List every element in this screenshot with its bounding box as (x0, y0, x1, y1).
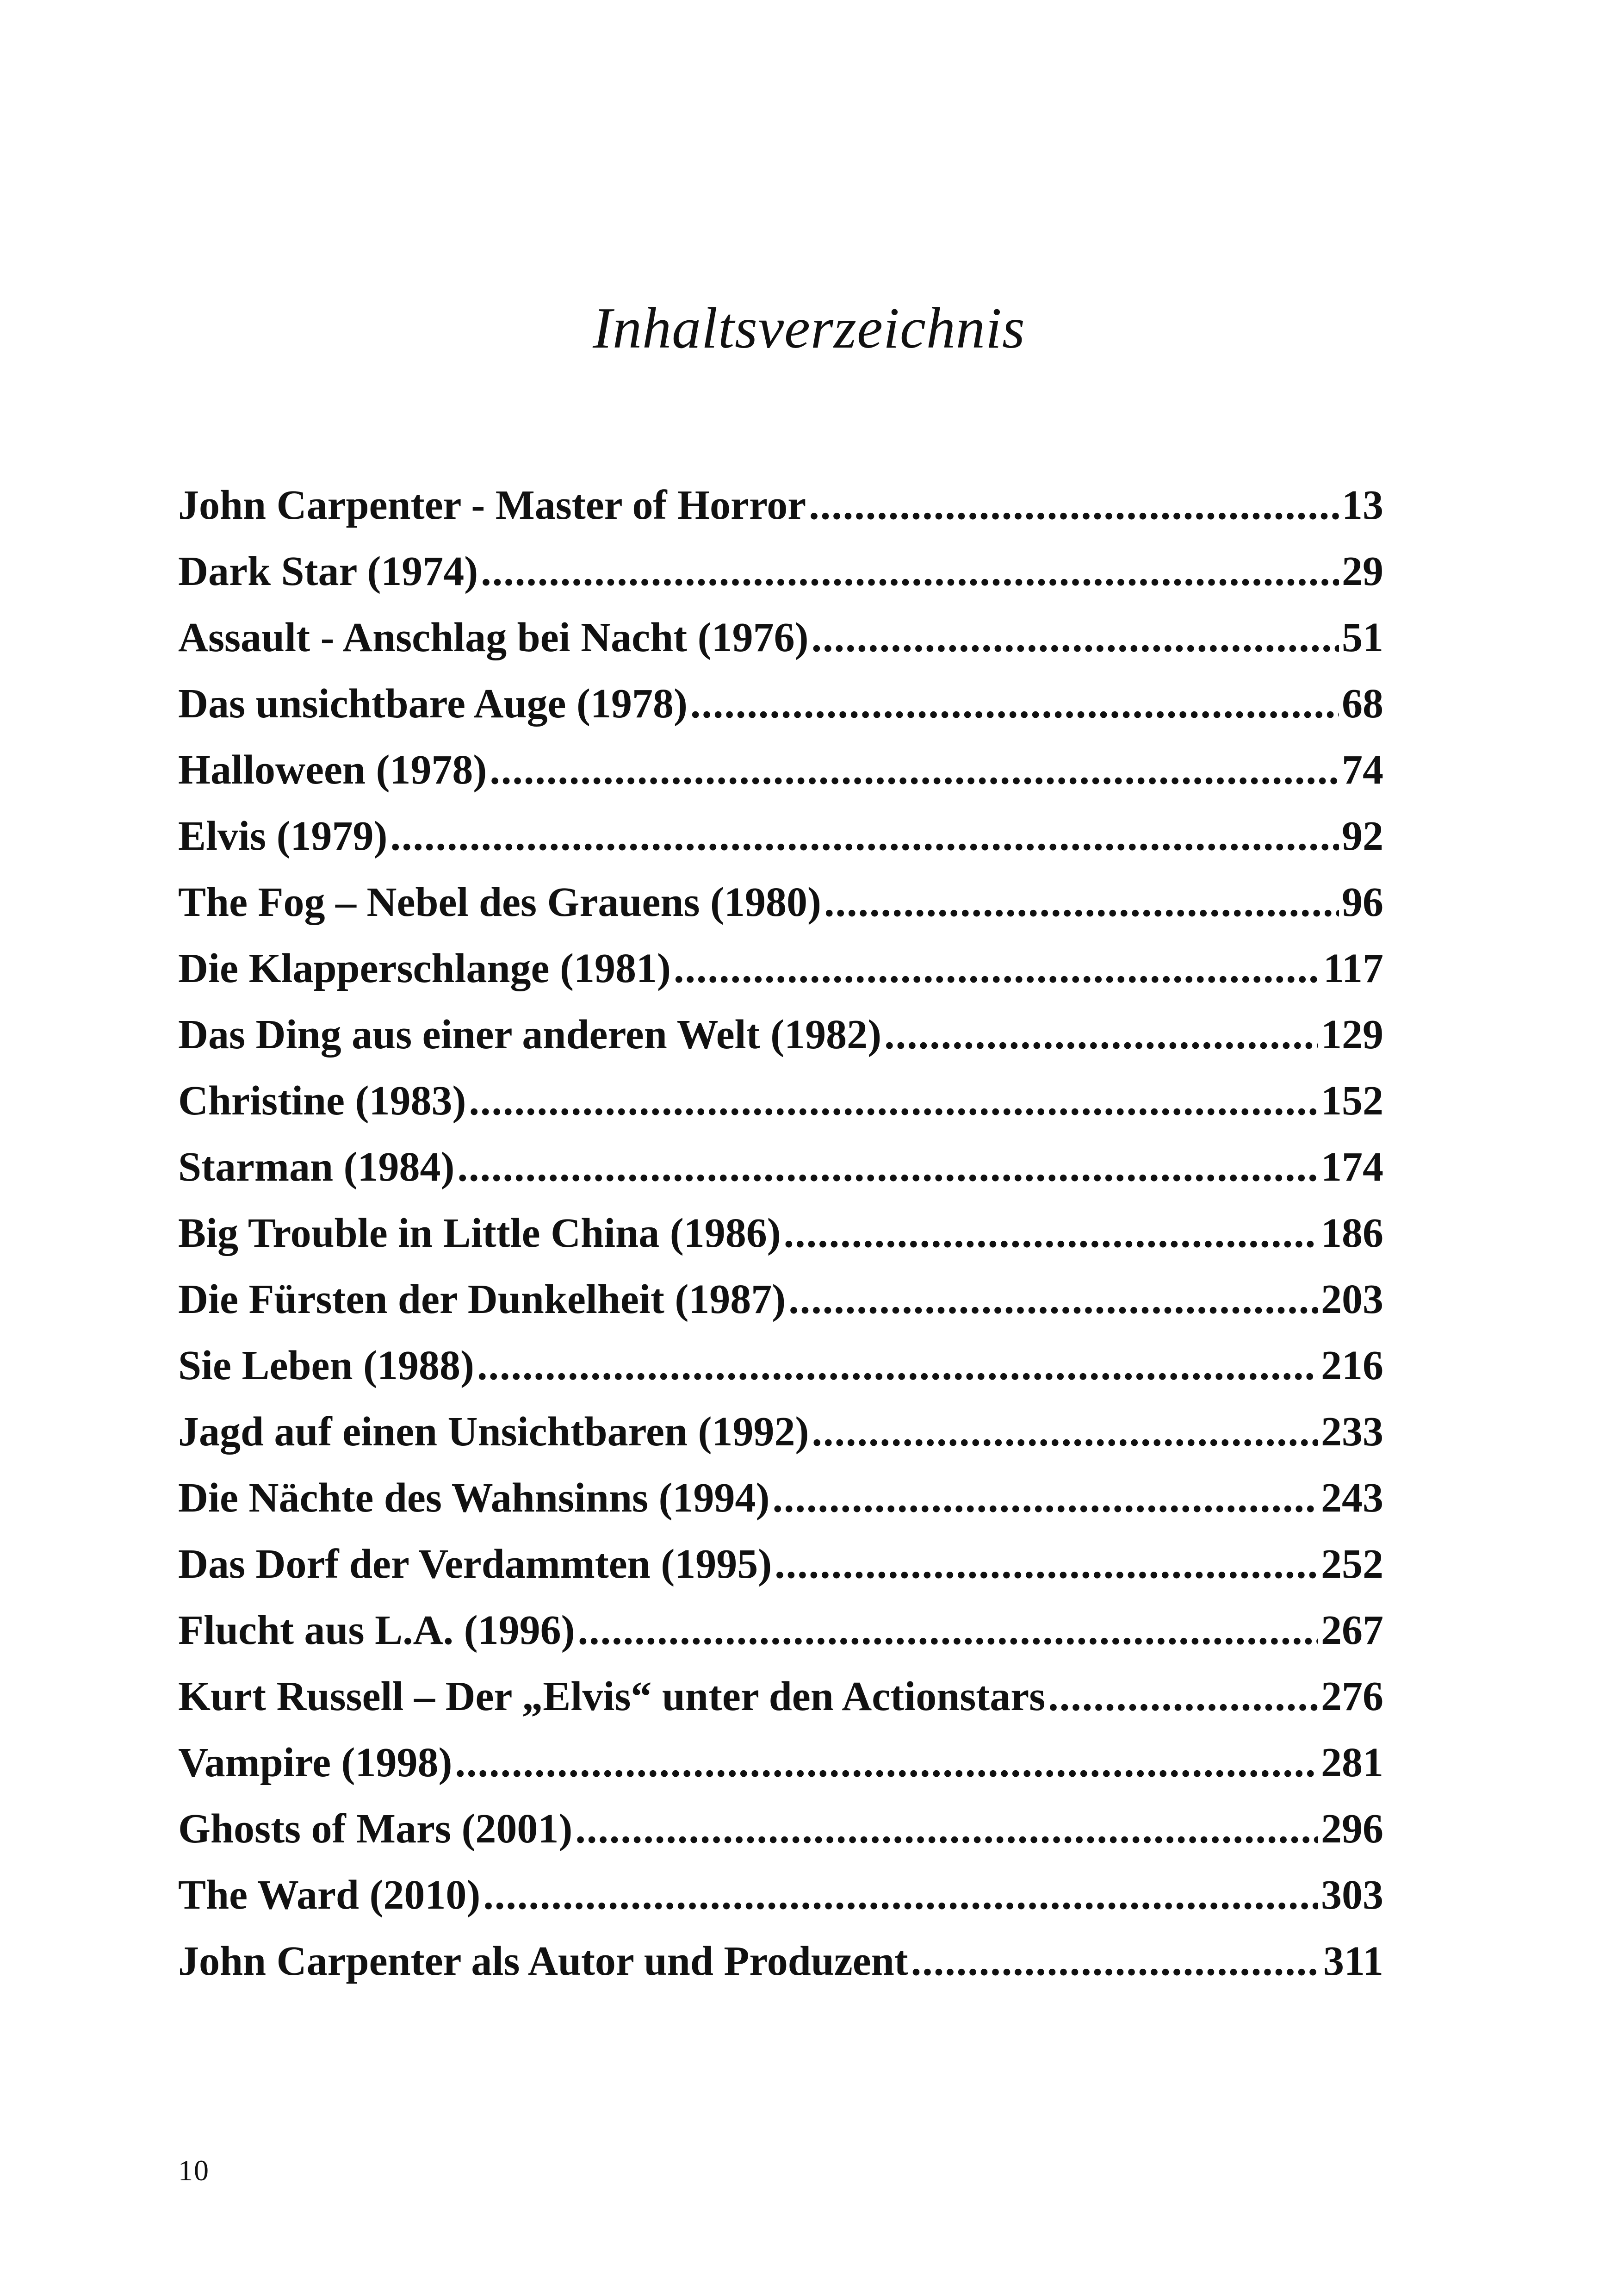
toc-entry-page: 117 (1323, 946, 1383, 991)
toc-entry-page: 152 (1321, 1078, 1383, 1124)
toc-entry-title: Das Ding aus einer anderen Welt (1982) (178, 1012, 882, 1058)
dot-leader (455, 1730, 1318, 1796)
toc-entry-page: 74 (1342, 747, 1383, 793)
toc-entry-page: 303 (1321, 1872, 1383, 1918)
toc-entry (178, 1068, 1383, 1134)
toc-entry (178, 1862, 1383, 1928)
dot-leader (674, 935, 1320, 1002)
toc-entry-title: Vampire (1998) (178, 1740, 453, 1786)
toc-entry (178, 1332, 1383, 1399)
toc-entry (178, 1399, 1383, 1465)
dot-leader (784, 1200, 1318, 1266)
dot-leader (775, 1531, 1318, 1597)
table-of-contents (178, 472, 1383, 1994)
toc-entry (178, 1002, 1383, 1068)
toc-entry-page: 281 (1321, 1740, 1383, 1786)
dot-leader (481, 538, 1339, 604)
toc-entry-title: Elvis (1979) (178, 813, 388, 859)
toc-entry-page: 276 (1321, 1674, 1383, 1719)
page-number: 10 (178, 2154, 210, 2187)
toc-entry-page: 51 (1342, 615, 1383, 660)
toc-entry-title: John Carpenter als Autor und Produzent (178, 1938, 908, 1984)
page-title: Inhaltsverzeichnis (593, 296, 1025, 361)
toc-entry (178, 538, 1383, 604)
toc-entry (178, 1200, 1383, 1266)
toc-entry-page: 13 (1342, 482, 1383, 528)
toc-entry-page: 233 (1321, 1409, 1383, 1455)
toc-entry-title: Christine (1983) (178, 1078, 466, 1124)
dot-leader (824, 869, 1339, 935)
dot-leader (884, 1002, 1318, 1068)
toc-entry (178, 1663, 1383, 1730)
toc-entry-page: 96 (1342, 879, 1383, 925)
toc-entry (178, 1465, 1383, 1531)
toc-entry-title: Kurt Russell – Der „Elvis“ unter den Actionstars (178, 1674, 1046, 1719)
toc-entry-title: The Ward (2010) (178, 1872, 481, 1918)
toc-entry-title: Das Dorf der Verdammten (1995) (178, 1541, 772, 1587)
toc-entry-title: Die Klapperschlange (1981) (178, 946, 671, 991)
toc-entry (178, 1796, 1383, 1862)
toc-entry-title: Ghosts of Mars (2001) (178, 1806, 573, 1852)
toc-entry (178, 1134, 1383, 1200)
toc-entry-title: The Fog – Nebel des Grauens (1980) (178, 879, 821, 925)
toc-entry (178, 869, 1383, 935)
toc-entry (178, 1597, 1383, 1663)
toc-entry-title: Sie Leben (1988) (178, 1343, 474, 1388)
dot-leader (391, 803, 1339, 869)
toc-entry (178, 1266, 1383, 1332)
toc-entry-title: Flucht aus L.A. (1996) (178, 1607, 575, 1653)
toc-entry-title: Big Trouble in Little China (1986) (178, 1210, 781, 1256)
toc-entry (178, 604, 1383, 671)
dot-leader (578, 1597, 1318, 1663)
toc-entry-page: 186 (1321, 1210, 1383, 1256)
toc-entry-title: Das unsichtbare Auge (1978) (178, 681, 688, 727)
dot-leader (477, 1332, 1318, 1399)
toc-entry (178, 1531, 1383, 1597)
toc-entry (178, 935, 1383, 1002)
toc-entry-page: 203 (1321, 1276, 1383, 1322)
toc-entry-page: 252 (1321, 1541, 1383, 1587)
toc-entry-title: Assault - Anschlag bei Nacht (1976) (178, 615, 809, 660)
toc-entry-page: 243 (1321, 1475, 1383, 1521)
toc-entry-page: 216 (1321, 1343, 1383, 1388)
toc-entry (178, 1928, 1383, 1994)
toc-entry-title: Die Fürsten der Dunkelheit (1987) (178, 1276, 786, 1322)
toc-entry-page: 267 (1321, 1607, 1383, 1653)
toc-entry-title: Die Nächte des Wahnsinns (1994) (178, 1475, 770, 1521)
toc-entry (178, 472, 1383, 538)
toc-entry-page: 174 (1321, 1144, 1383, 1190)
toc-entry (178, 1730, 1383, 1796)
toc-entry-page: 68 (1342, 681, 1383, 727)
dot-leader (690, 671, 1339, 737)
toc-entry (178, 671, 1383, 737)
dot-leader (575, 1796, 1318, 1862)
toc-entry-page: 311 (1323, 1938, 1383, 1984)
dot-leader (469, 1068, 1318, 1134)
dot-leader (911, 1928, 1320, 1994)
dot-leader (812, 1399, 1318, 1465)
toc-entry-title: Halloween (1978) (178, 747, 487, 793)
toc-entry-title: Starman (1984) (178, 1144, 455, 1190)
toc-entry-page: 92 (1342, 813, 1383, 859)
toc-entry-title: John Carpenter - Master of Horror (178, 482, 806, 528)
dot-leader (773, 1465, 1318, 1531)
dot-leader (457, 1134, 1318, 1200)
toc-entry-page: 296 (1321, 1806, 1383, 1852)
toc-entry (178, 803, 1383, 869)
toc-entry (178, 737, 1383, 803)
dot-leader (809, 472, 1339, 538)
toc-entry-title: Jagd auf einen Unsichtbaren (1992) (178, 1409, 809, 1455)
toc-entry-page: 129 (1321, 1012, 1383, 1058)
dot-leader (812, 604, 1339, 671)
dot-leader (1048, 1663, 1318, 1730)
dot-leader (483, 1862, 1318, 1928)
dot-leader (788, 1266, 1318, 1332)
dot-leader (490, 737, 1339, 803)
toc-entry-page: 29 (1342, 548, 1383, 594)
toc-entry-title: Dark Star (1974) (178, 548, 478, 594)
